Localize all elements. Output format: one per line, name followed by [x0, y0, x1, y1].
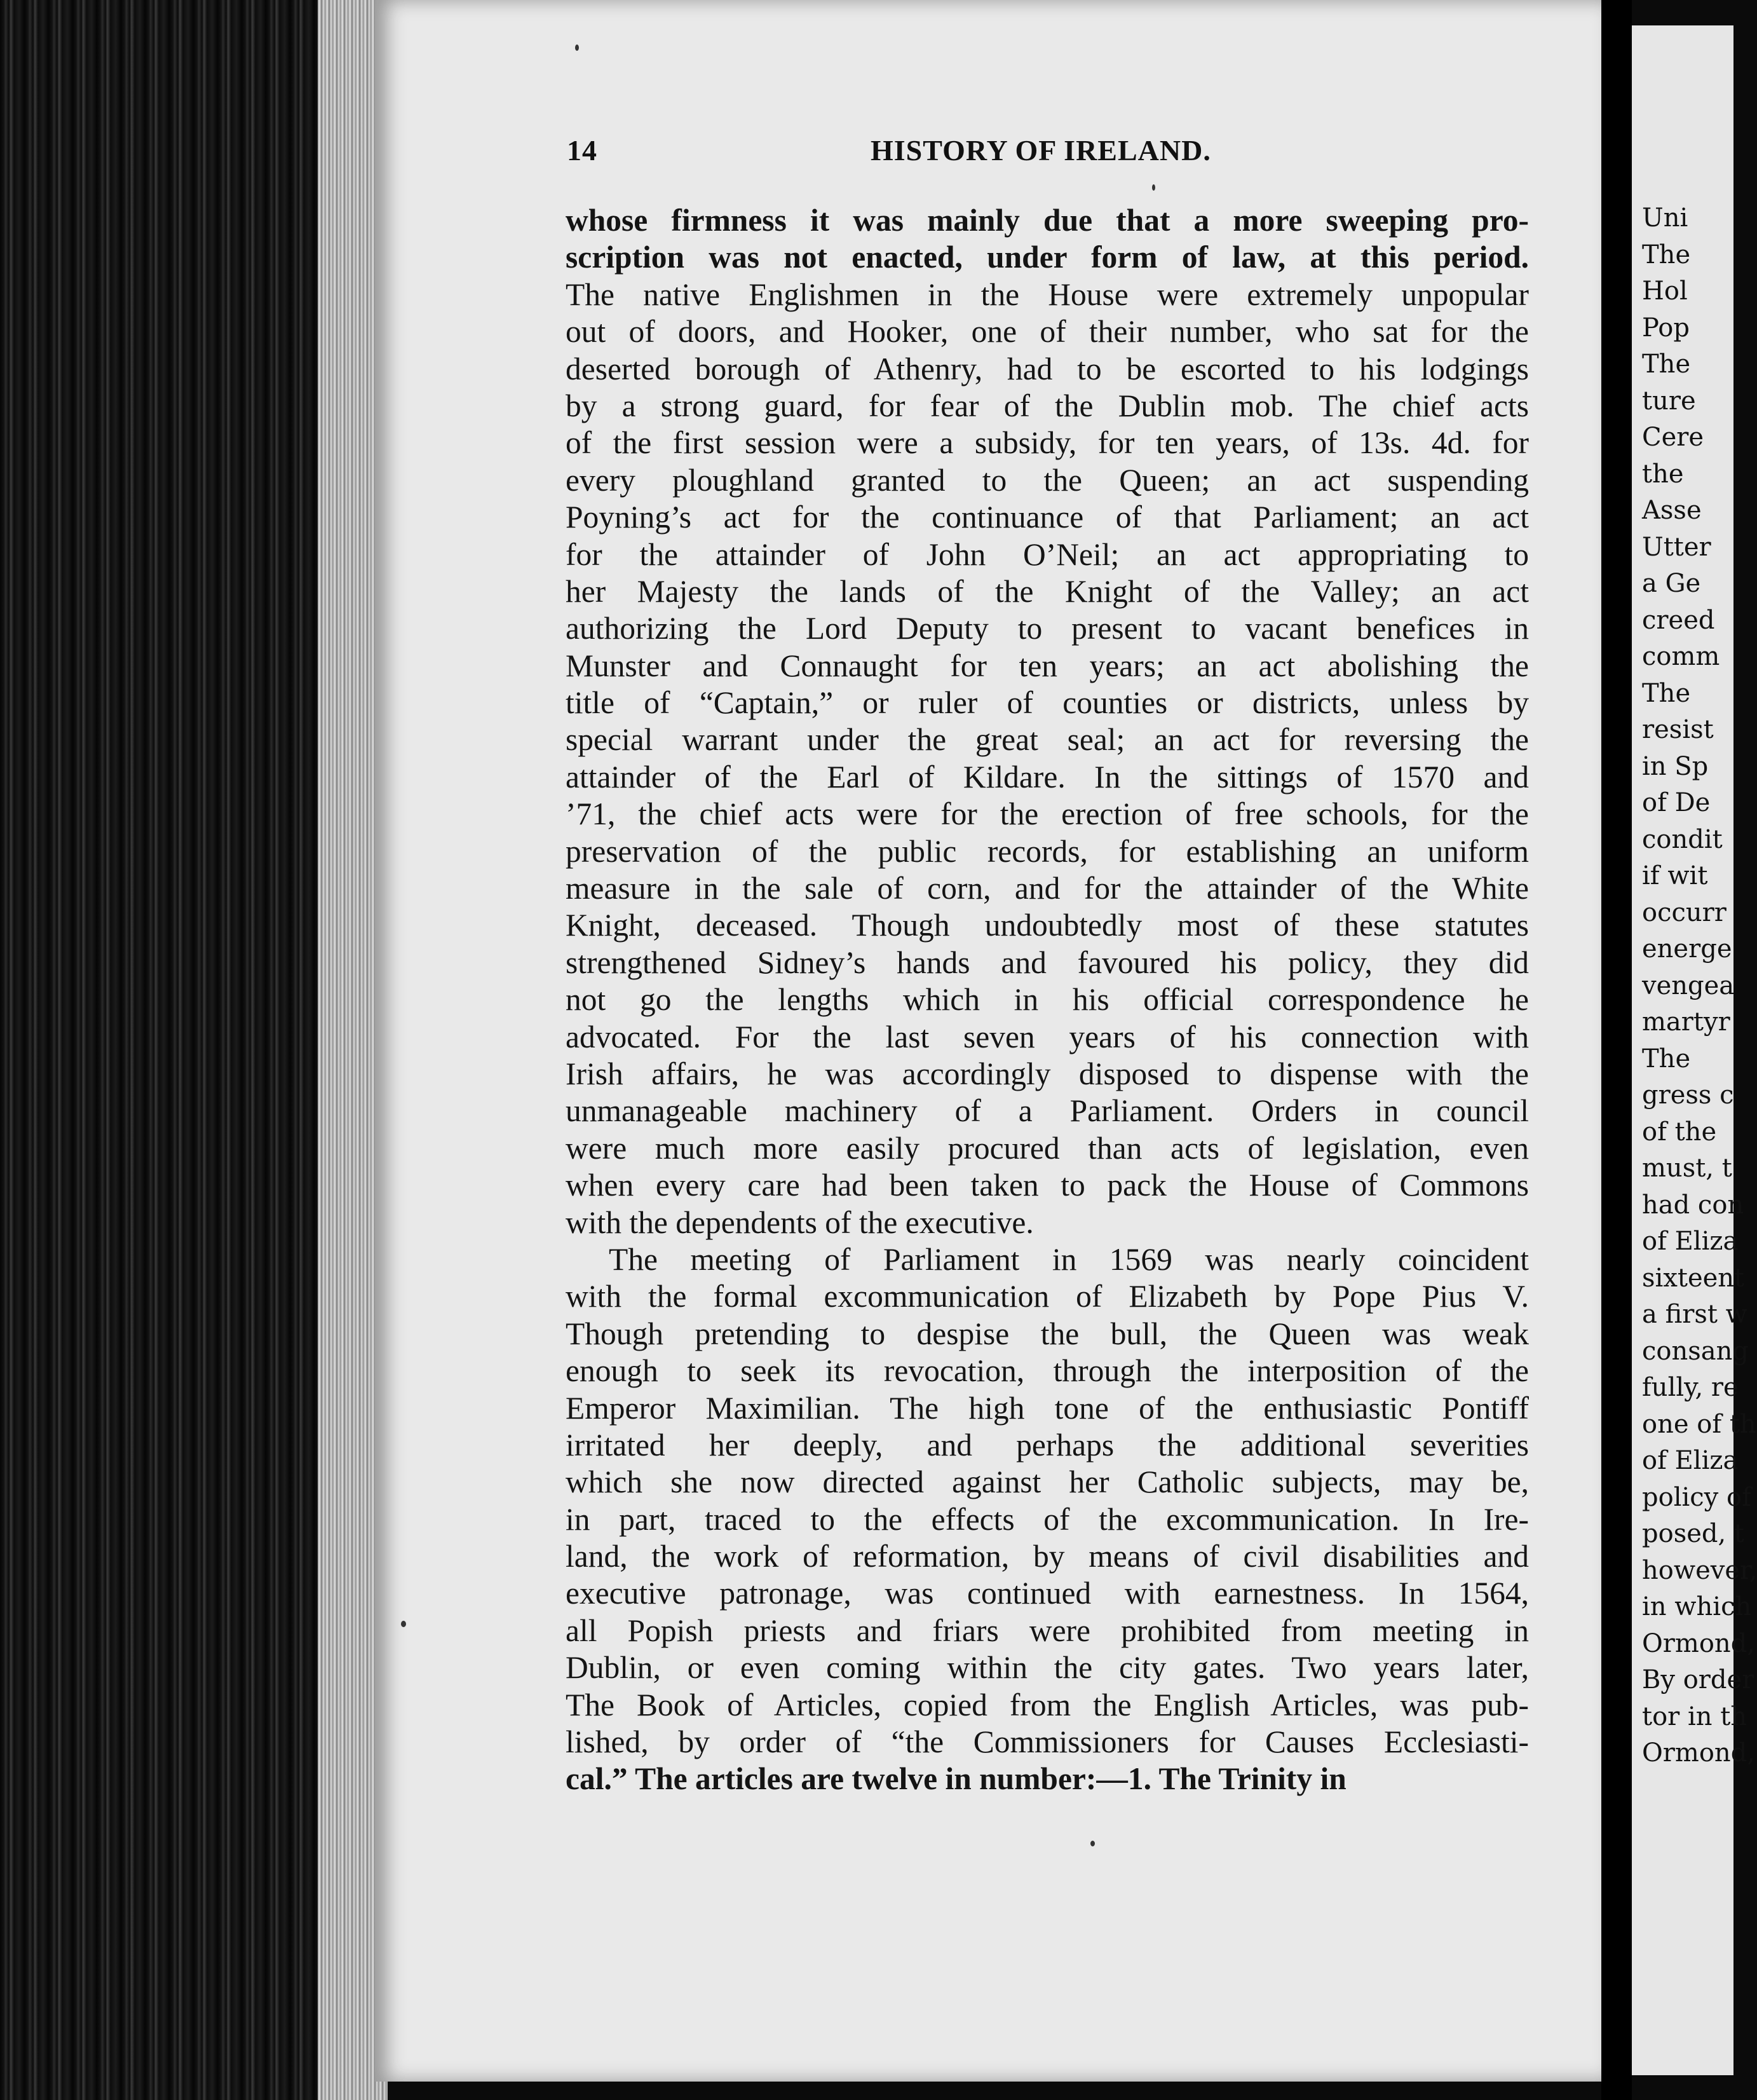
- facing-page-fragment: had con: [1642, 1190, 1744, 1220]
- text-line: deserted borough of Athenry, had to be escorted to his lodgings: [566, 351, 1529, 386]
- ink-speck: [1090, 1841, 1095, 1846]
- text-line: for the attainder of John O’Neil; an act appropriating to: [566, 536, 1529, 572]
- facing-page-fragment: comm: [1642, 642, 1720, 671]
- text-line: irritated her deeply, and perhaps the additional severities: [566, 1427, 1529, 1462]
- facing-page-fragment: however,: [1642, 1555, 1757, 1585]
- facing-page-fragment: one of th: [1642, 1409, 1756, 1439]
- facing-page-fragment: of the: [1642, 1117, 1717, 1147]
- facing-page-fragment: condit: [1642, 824, 1723, 854]
- facing-page-fragment: in which: [1642, 1592, 1752, 1621]
- facing-page-fragment: of Eliza: [1642, 1227, 1739, 1256]
- text-line: ’71, the chief acts were for the erection of free schools, for the: [566, 796, 1529, 832]
- text-line: preservation of the public records, for establishing an uniform: [566, 833, 1529, 869]
- facing-page-fragment: must, t: [1642, 1154, 1732, 1183]
- text-line: whose firmness it was mainly due that a more sweeping pro-: [566, 203, 1529, 238]
- text-line: unmanageable machinery of a Parliament. Orders in council: [566, 1093, 1529, 1129]
- text-line: every ploughland granted to the Queen; an act suspending: [566, 462, 1529, 498]
- facing-page-fragment: energe: [1642, 934, 1732, 964]
- text-line: not go the lengths which in his official correspondence he: [566, 982, 1529, 1018]
- facing-page-fragment: The: [1642, 678, 1691, 708]
- facing-page-fragment: vengea: [1642, 971, 1735, 1000]
- text-line: out of doors, and Hooker, one of their number, who sat for the: [566, 314, 1529, 350]
- text-line: were much more easily procured than acts of legislation, even: [566, 1130, 1529, 1166]
- text-line: strengthened Sidney’s hands and favoured his policy, they did: [566, 944, 1529, 980]
- facing-page-fragment: ture: [1642, 386, 1696, 416]
- facing-page: [1632, 25, 1757, 2075]
- facing-page-fragment: sixteent: [1642, 1263, 1745, 1293]
- facing-page-fragment: fully, re: [1642, 1373, 1739, 1402]
- ink-speck: [1152, 184, 1155, 191]
- text-line: cal.” The articles are twelve in number:—1. The Trinity in: [566, 1761, 1347, 1797]
- text-line: advocated. For the last seven years of his connection with: [566, 1019, 1529, 1054]
- text-line: Dublin, or even coming within the city gates. Two years later,: [566, 1650, 1529, 1686]
- facing-page-fragment: Asse: [1642, 496, 1702, 525]
- text-line: title of “Captain,” or ruler of counties or districts, unless by: [566, 685, 1529, 721]
- text-line: special warrant under the great seal; an act for reversing the: [566, 722, 1529, 758]
- facing-page-fragment: posed, t: [1642, 1519, 1744, 1548]
- facing-page-fragment: tor in th: [1642, 1701, 1747, 1731]
- facing-page-fragment: occurr: [1642, 897, 1726, 927]
- text-line: Knight, deceased. Though undoubtedly most of these statutes: [566, 908, 1529, 943]
- text-line: Munster and Connaught for ten years; an act abolishing the: [566, 648, 1529, 683]
- text-line: all Popish priests and friars were prohibited from meeting in: [566, 1612, 1529, 1648]
- facing-page-fragment: resist: [1642, 715, 1714, 744]
- text-line: executive patronage, was continued with earnestness. In 1564,: [566, 1576, 1529, 1611]
- text-line: with the formal excommunication of Elizabeth by Pope Pius V.: [566, 1279, 1529, 1314]
- facing-page-fragment: a first w: [1642, 1300, 1747, 1329]
- text-line: Emperor Maximilian. The high tone of the enthusiastic Pontiff: [566, 1390, 1529, 1426]
- text-line: scription was not enacted, under form of law, at this period.: [566, 240, 1529, 275]
- facing-page-fragment: gress c: [1642, 1081, 1734, 1110]
- facing-page-fragment: of Eliza: [1642, 1446, 1739, 1475]
- text-line: land, the work of reformation, by means of civil disabilities and: [566, 1539, 1529, 1574]
- text-line: Irish affairs, he was accordingly disposed to dispense with the: [566, 1056, 1529, 1091]
- text-line: with the dependents of the executive.: [566, 1204, 1034, 1240]
- book-spine: [0, 0, 356, 2100]
- facing-page-fragment: Ormond,: [1642, 1738, 1756, 1768]
- text-line: authorizing the Lord Deputy to present to vacant benefices in: [566, 611, 1529, 646]
- text-line: The Book of Articles, copied from the English Articles, was pub-: [566, 1687, 1529, 1722]
- facing-page-fragment: if wit: [1642, 861, 1708, 890]
- text-line: measure in the sale of corn, and for the attainder of the White: [566, 871, 1529, 906]
- facing-page-fragment: martyr: [1642, 1007, 1730, 1037]
- text-line: enough to seek its revocation, through the interposition of the: [566, 1353, 1529, 1389]
- facing-page-fragment: Hol: [1642, 276, 1688, 306]
- text-line: Though pretending to despise the bull, the Queen was weak: [566, 1316, 1529, 1351]
- facing-page-fragment: Pop: [1642, 313, 1690, 343]
- ink-speck: [575, 44, 579, 51]
- facing-page-fragment: in Sp: [1642, 751, 1709, 781]
- facing-page-fragment: The: [1642, 240, 1691, 269]
- facing-page-fragment: a Ge: [1642, 569, 1701, 598]
- text-line: The meeting of Parliament in 1569 was nearly coincident: [609, 1241, 1529, 1277]
- facing-page-fragment: The: [1642, 1044, 1691, 1074]
- page-title: HISTORY OF IRELAND.: [871, 134, 1211, 167]
- facing-page-fragment: The: [1642, 350, 1691, 379]
- text-line: in part, traced to the effects of the excommunication. In Ire-: [566, 1501, 1529, 1537]
- facing-page-fragment: By order: [1642, 1665, 1754, 1694]
- facing-page-fragment: Ormond,: [1642, 1628, 1756, 1658]
- facing-page-fragment: of De: [1642, 788, 1711, 817]
- text-line: of the first session were a subsidy, for ten years, of 13s. 4d. for: [566, 425, 1529, 461]
- text-line: when every care had been taken to pack the House of Commons: [566, 1168, 1529, 1203]
- page-number: 14: [567, 134, 597, 167]
- text-line: her Majesty the lands of the Knight of the Valley; an act: [566, 573, 1529, 609]
- text-line: which she now directed against her Catholic subjects, may be,: [566, 1464, 1529, 1500]
- text-line: Poyning’s act for the continuance of that Parliament; an act: [566, 500, 1529, 535]
- text-line: lished, by order of “the Commissioners for Causes Ecclesiasti-: [566, 1724, 1529, 1760]
- facing-page-fragment: policy of: [1642, 1482, 1751, 1512]
- facing-page-fragment: creed: [1642, 605, 1715, 635]
- facing-page-fragment: consang: [1642, 1336, 1749, 1366]
- facing-page-fragment: the: [1642, 459, 1684, 489]
- text-line: attainder of the Earl of Kildare. In the sittings of 1570 and: [566, 759, 1529, 794]
- body-text: [566, 202, 1529, 1798]
- facing-page-fragment: Utter: [1642, 532, 1711, 562]
- facing-page-fragment: Uni: [1642, 203, 1688, 233]
- text-line: by a strong guard, for fear of the Dublin mob. The chief acts: [566, 388, 1529, 423]
- text-line: The native Englishmen in the House were extremely unpopular: [566, 276, 1529, 312]
- ink-speck: [401, 1621, 406, 1627]
- facing-page-fragment: Cere: [1642, 423, 1704, 452]
- gutter: [1601, 0, 1632, 2100]
